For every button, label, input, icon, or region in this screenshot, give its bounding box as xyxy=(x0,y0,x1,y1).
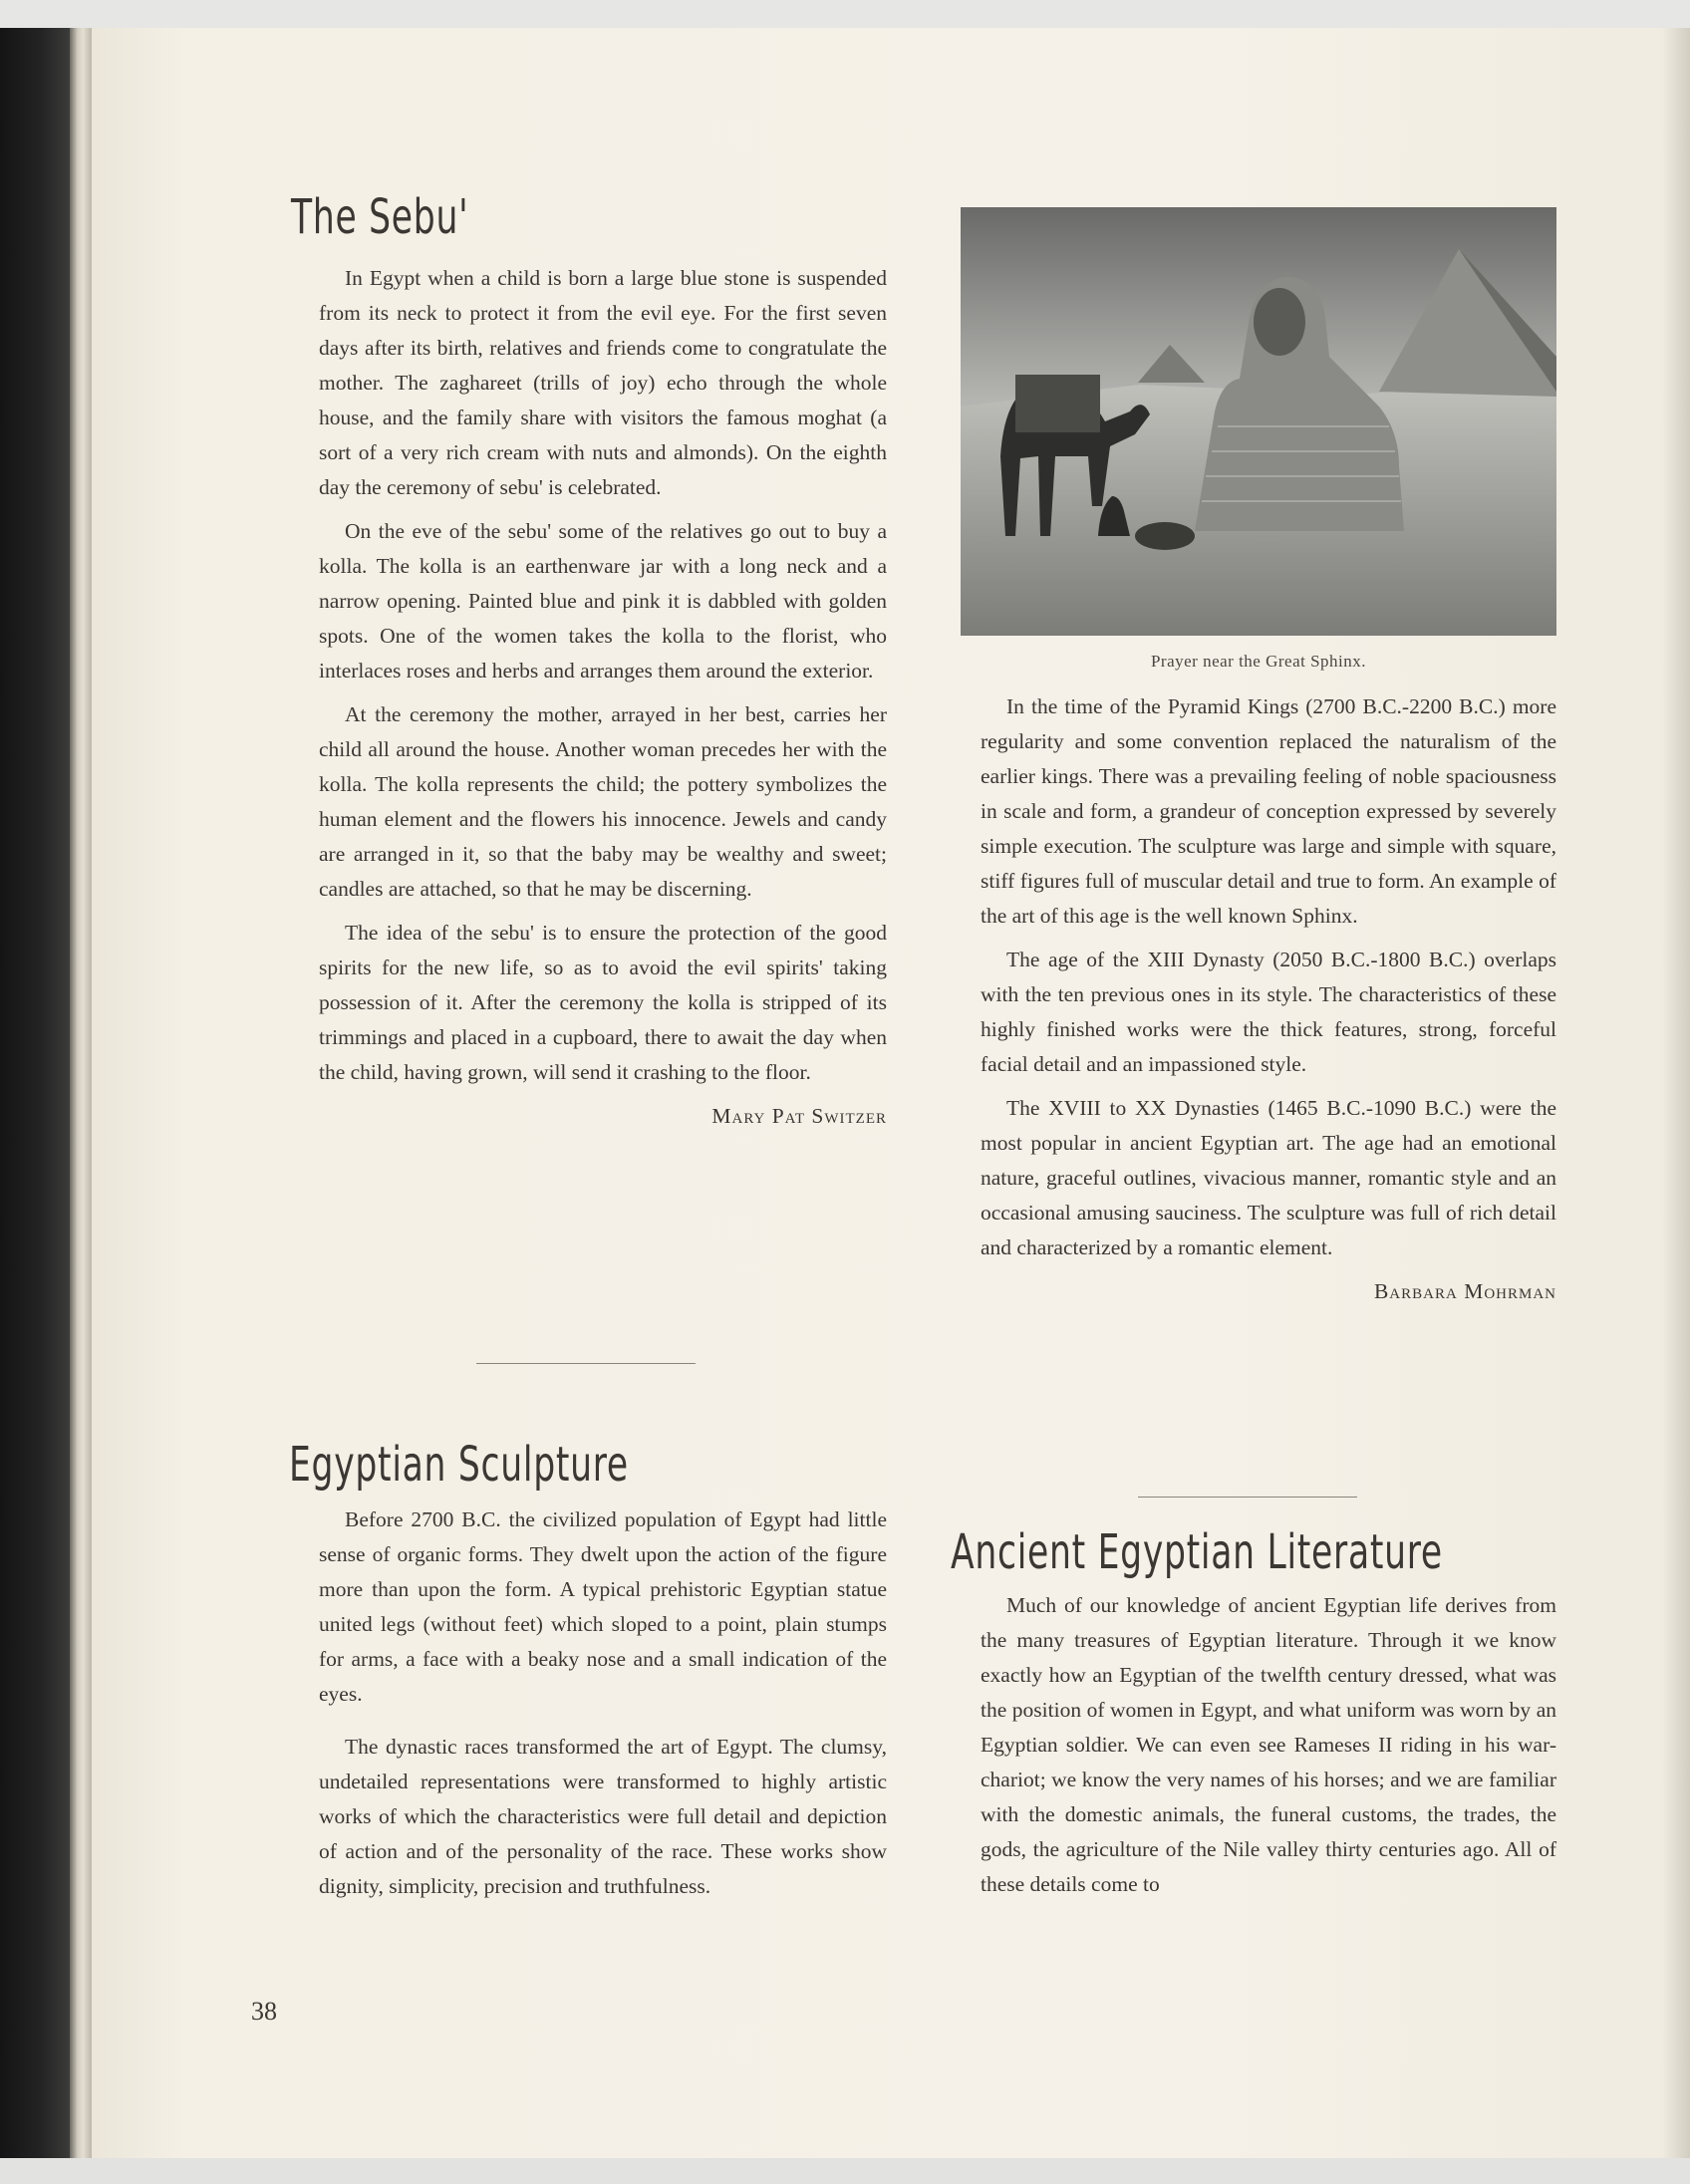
page-number: 38 xyxy=(251,1997,277,2026)
sculpture-paragraph: In the time of the Pyramid Kings (2700 B.C.-2200 B.C.) more regularity and some convention replaced the naturalism of the earlier kings. There was a prevailing feeling of noble spaciousness in scale and form, a grandeur of conception expressed by severely simple execution. The sculpture was large and simple with square, stiff figures full of muscular detail and true to form. An example of the art of this age is the well known Sphinx. xyxy=(981,694,1556,928)
sebu-paragraph: At the ceremony the mother, arrayed in her best, carries her child all around the house. Another woman precedes her with the kolla. The kolla represents the child; the pottery symbolizes the human element and the flowers his innocence. Jewels and candy are arranged in it, so that the baby may be wealthy and sweet; candles are attached, so that he may be discerning. xyxy=(319,702,887,901)
sebu-paragraph: On the eve of the sebu' some of the relatives go out to buy a kolla. The kolla is an earthenware jar with a long neck and a narrow opening. Painted blue and pink it is dabbled with golden spots. One of the women takes the kolla to the florist, who interlaces roses and herbs and arranges them around the exterior. xyxy=(319,519,887,682)
section-divider xyxy=(1138,1497,1357,1498)
scan-bottom-margin xyxy=(0,2158,1690,2184)
sculpture-article-left xyxy=(319,1502,887,1913)
sculpture-heading: Egyptian Sculpture xyxy=(289,1437,629,1493)
sebu-article xyxy=(319,261,887,1134)
sphinx-face xyxy=(1254,288,1305,356)
literature-paragraph: Much of our knowledge of ancient Egyptian life derives from the many treasures of Egyptian literature. Through it we know exactly how an Egyptian of the twelfth century dressed, what was the position of women in Egypt, and what uniform was worn by an Egyptian soldier. We can even see Rameses II riding in his war-chariot; we know the very names of his horses; and we are familiar with the domestic animals, the funeral customs, the trades, the gods, the agriculture of the Nile valley thirty centuries ago. All of these details come to xyxy=(981,1593,1556,1896)
sphinx-photo xyxy=(961,207,1556,636)
sebu-paragraph: In Egypt when a child is born a large blue stone is suspended from its neck to protect it from the evil eye. For the first seven days after its birth, relatives and friends come to congratulate the mother. The zaghareet (trills of joy) echo through the whole house, and the family share with visitors the famous moghat (a sort of a very rich cream with nuts and almonds). On the eighth day the ceremony of sebu' is celebrated. xyxy=(319,266,887,499)
literature-heading: Ancient Egyptian Literature xyxy=(951,1524,1443,1580)
sculpture-paragraph: The XVIII to XX Dynasties (1465 B.C.-1090 B.C.) were the most popular in ancient Egyptian art. The age had an emotional nature, graceful outlines, vivacious manner, romantic style and an occasional amusing sauciness. The sculpture was full of rich detail and characterized by a romantic element. xyxy=(981,1096,1556,1259)
book-spine xyxy=(0,28,70,2158)
camel-saddle xyxy=(1015,375,1100,432)
sebu-paragraph: The idea of the sebu' is to ensure the protection of the good spirits for the new life, so as to avoid the evil spirits' taking possession of it. After the ceremony the kolla is stripped of its trimmings and placed in a cupboard, there to await the day when the child, having grown, will send it crashing to the floor. xyxy=(319,921,887,1084)
literature-article xyxy=(981,1588,1556,1911)
sculpture-paragraph: The dynastic races transformed the art of Egypt. The clumsy, undetailed representations were transformed to highly artistic works of which the characteristics were full detail and depiction of action and of the personality of the race. These works show dignity, simplicity, precision and truthfulness. xyxy=(319,1735,887,1898)
scan-top-margin xyxy=(0,0,1690,28)
sculpture-author: Barbara Mohrman xyxy=(1373,1279,1556,1303)
photo-caption: Prayer near the Great Sphinx. xyxy=(1150,652,1367,671)
section-divider xyxy=(476,1363,696,1364)
sculpture-paragraph: Before 2700 B.C. the civilized population of Egypt had little sense of organic forms. They dwelt upon the action of the figure more than upon the form. A typical prehistoric Egyptian statue united legs (without feet) which sloped to a point, plain stumps for arms, a face with a beaky nose and a small indication of the eyes. xyxy=(319,1507,887,1706)
sebu-author: Mary Pat Switzer xyxy=(711,1104,887,1128)
sculpture-article-right xyxy=(981,689,1556,1309)
sculpture-paragraph: The age of the XIII Dynasty (2050 B.C.-1800 B.C.) overlaps with the ten previous ones in its style. The characteristics of these highly finished works were the thick features, strong, forceful facial detail and an impassioned style. xyxy=(981,948,1556,1076)
sebu-heading: The Sebu' xyxy=(291,189,469,245)
page-gutter xyxy=(70,28,92,2158)
page-edge-shadow xyxy=(1662,28,1690,2158)
kneeling-figure xyxy=(1135,522,1195,550)
